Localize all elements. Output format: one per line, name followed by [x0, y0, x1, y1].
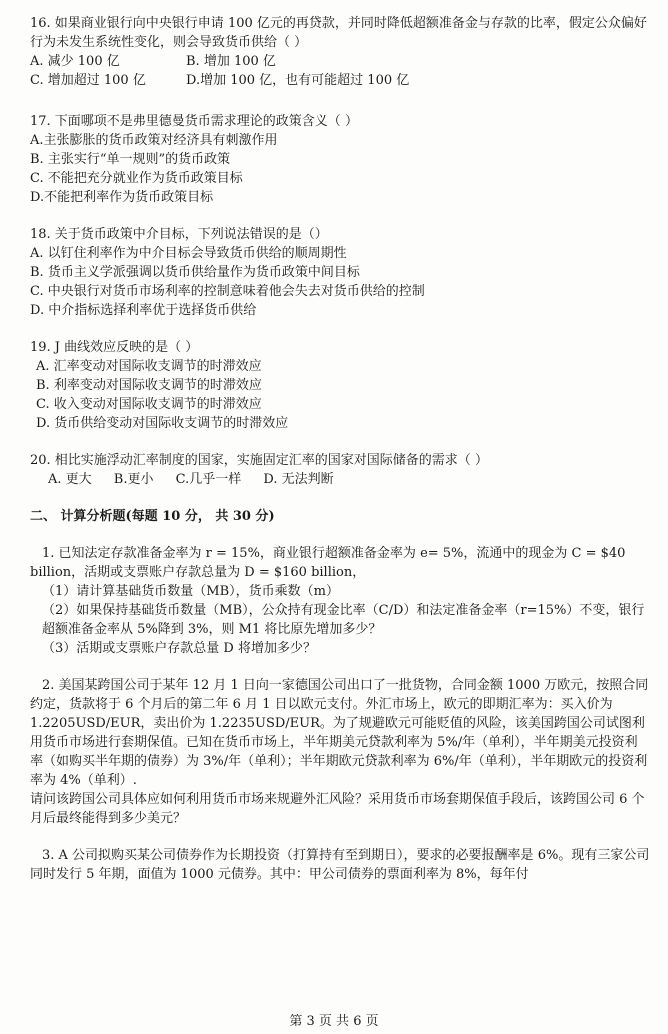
question-20 [30, 451, 650, 489]
option-16-b: B. 增加 100 亿 [186, 54, 276, 69]
calc-question-3 [30, 846, 650, 884]
section-2-heading: 二、 计算分析题(每题 10 分， 共 30 分) [30, 509, 275, 524]
option-19-a: A. 汇率变动对国际收支调节的时滞效应 [36, 359, 262, 374]
option-17-c: C. 不能把充分就业作为货币政策目标 [30, 171, 243, 186]
option-18-a: A. 以钉住利率作为中介目标会导致货币供给的顺周期性 [30, 246, 347, 261]
option-20-b: B.更小 [113, 472, 154, 487]
option-20-a: A. 更大 [48, 472, 92, 487]
option-18-c: C. 中央银行对货币市场利率的控制意味着他会失去对货币供给的控制 [30, 284, 425, 299]
calc-question-1-stem: 1. 已知法定存款准备金率为 r = 15%，商业银行超额准备金率为 e= 5%，流通中的现金为 C = $40 billion，活期或支票账户存款总量为 D = $160 billion， [30, 546, 626, 580]
option-19-d: D. 货币供给变动对国际收支调节的时滞效应 [36, 416, 289, 431]
option-18-d: D. 中介指标选择利率优于选择货币供给 [30, 303, 257, 318]
calc-question-1-part-1: （1）请计算基础货币数量（MB），货币乘数（m） [42, 584, 339, 599]
option-17-b: B. 主张实行“单一规则”的货币政策 [30, 152, 231, 167]
question-19 [30, 338, 650, 433]
question-16-options-row2 [30, 71, 650, 90]
option-18-b: B. 货币主义学派强调以货币供给量作为货币政策中间目标 [30, 265, 360, 280]
question-17-stem: 17. 下面哪项不是弗里德曼货币需求理论的政策含义（ ） [30, 114, 358, 129]
calc-question-1 [30, 544, 650, 658]
option-17-a: A.主张膨胀的货币政策对经济具有刺激作用 [30, 133, 278, 148]
option-16-d: D.增加 100 亿，也有可能超过 100 亿 [186, 73, 410, 88]
question-18-stem: 18. 关于货币政策中介目标，下列说法错误的是（） [30, 227, 328, 242]
question-20-options [30, 470, 650, 489]
question-17 [30, 112, 650, 207]
option-20-d: D. 无法判断 [263, 472, 334, 487]
option-19-c: C. 收入变动对国际收支调节的时滞效应 [36, 397, 262, 412]
calc-question-1-part-3: （3）活期或支票账户存款总量 D 将增加多少？ [42, 641, 316, 656]
question-19-stem: 19. J 曲线效应反映的是（ ） [30, 340, 199, 355]
question-18 [30, 225, 650, 320]
option-16-a: A. 减少 100 亿 [30, 54, 120, 69]
option-20-c: C.几乎一样 [175, 472, 242, 487]
calc-question-1-part-2: （2）如果保持基础货币数量（MB），公众持有现金比率（C/D）和法定准备金率（r=15%）不变，银行超额准备金率从 5%降到 3%，则 M1 将比原先增加多少？ [42, 603, 645, 637]
option-19-b: B. 利率变动对国际收支调节的时滞效应 [36, 378, 262, 393]
calc-question-3-stem: 3. A 公司拟购买某公司债券作为长期投资（打算持有至到期日），要求的必要报酬率是 6%。现有三家公司同时发行 5 年期，面值为 1000 元债券。其中：甲公司债券的票面利率为 8%，每年付 [30, 848, 650, 882]
calc-question-2 [30, 676, 650, 828]
question-16-stem: 16. 如果商业银行向中央银行申请 100 亿元的再贷款，并同时降低超额准备金与存款的比率，假定公众偏好行为未发生系统性变化，则会导致货币供给（ ） [30, 16, 647, 50]
question-16-options-row1 [30, 52, 650, 71]
page-footer: 第 3 页 共 6 页 [289, 1014, 379, 1029]
question-16 [30, 14, 650, 90]
option-16-c: C. 增加超过 100 亿 [30, 73, 146, 88]
calc-question-2-ask: 请问该跨国公司具体应如何利用货币市场来规避外汇风险？采用货币市场套期保值手段后，该跨国公司 6 个月后最终能得到多少美元？ [30, 792, 645, 826]
calc-question-2-stem: 2. 美国某跨国公司于某年 12 月 1 日向一家德国公司出口了一批货物，合同金额 1000 万欧元，按照合同约定，货款将于 6 个月后的第二年 6 月 1 日以欧元支付。外汇市场上，欧元的即期汇率为：买入价为 1.2205USD/EUR，卖出价为 1.2235USD/EUR。为了规避欧元可能贬值的风险，该美国跨国公司试图利用货币市场进行套期保值。已知在货币市场上，半年期美元贷款利率为 5%/年（单利），半年期美元投资利率（如购买半年期的债券）为 3%/年（单利）；半年期欧元贷款利率为 6%/年（单利），半年期欧元的投资利率为 4%（单利）. [30, 678, 649, 788]
option-17-d: D.不能把利率作为货币政策目标 [30, 190, 214, 205]
question-20-stem: 20. 相比实施浮动汇率制度的国家，实施固定汇率的国家对国际储备的需求（ ） [30, 453, 488, 468]
